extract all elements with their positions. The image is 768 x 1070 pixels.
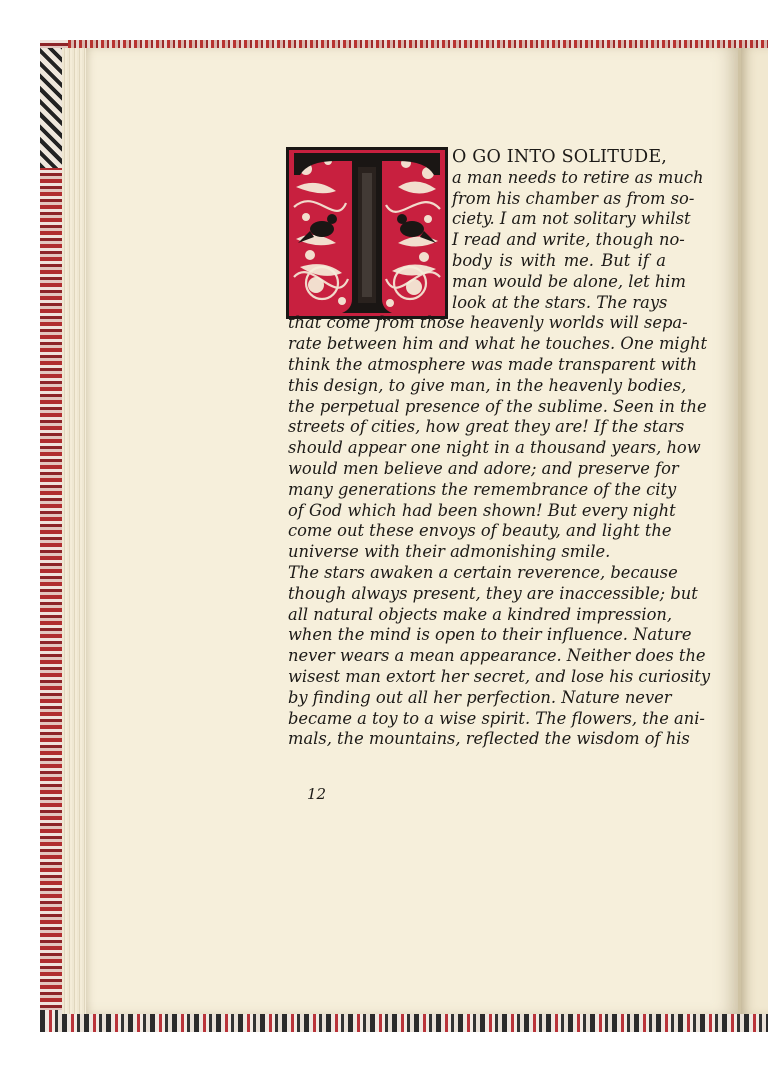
text-line: O GO INTO SOLITUDE, — [452, 147, 668, 167]
text-line: of God which had been shown! But every night — [288, 500, 676, 520]
text-line: streets of cities, how great they are! If the stars — [288, 417, 685, 437]
text-line: man would be alone, let him — [452, 271, 686, 291]
text-line: rate between him and what he touches. One might — [288, 334, 708, 354]
text-line: by finding out all her perfection. Nature never — [288, 687, 672, 707]
text-line: body is with me. But if a — [452, 250, 666, 270]
text-line: though always present, they are inaccessible; but — [288, 583, 698, 603]
text-line: never wears a mean appearance. Neither does the — [288, 646, 706, 666]
text-line: this design, to give man, in the heavenly bodies, — [288, 375, 687, 395]
text-line: from his chamber as from so- — [452, 188, 695, 208]
text-line: became a toy to a wise spirit. The flowers, the ani- — [288, 708, 705, 728]
text-line: the perpetual presence of the sublime. Seen in the — [288, 396, 707, 416]
text-line: universe with their admonishing smile. — [288, 542, 611, 562]
facing-page-edge — [740, 48, 768, 1014]
text-line: look at the stars. The rays — [452, 292, 668, 312]
gutter-line — [738, 48, 741, 1014]
text-line: would men believe and adore; and preserve for — [288, 458, 679, 478]
text-line: that come from those heavenly worlds will sepa- — [288, 313, 688, 333]
text-line: wisest man extort her secret, and lose his curiosity — [288, 666, 711, 686]
text-line: ciety. I am not solitary whilst — [452, 209, 691, 229]
text-line: think the atmosphere was made transparent with — [288, 354, 697, 374]
text-line: come out these envoys of beauty, and light the — [288, 521, 672, 541]
text-line: The stars awaken a certain reverence, because — [288, 562, 678, 582]
page-stack-edges — [62, 48, 88, 1014]
text-line: when the mind is open to their influence. Nature — [288, 625, 692, 645]
page-number: 12 — [307, 785, 327, 803]
text-line: a man needs to retire as much — [452, 167, 704, 187]
text-line: mals, the mountains, reflected the wisdom of his — [288, 729, 690, 749]
text-line: should appear one night in a thousand years, how — [288, 438, 701, 458]
text-line: I read and write, though no- — [452, 230, 685, 250]
body-text — [288, 147, 711, 750]
text-line: all natural objects make a kindred impression, — [288, 604, 673, 624]
text-line: many generations the remembrance of the city — [288, 479, 677, 499]
